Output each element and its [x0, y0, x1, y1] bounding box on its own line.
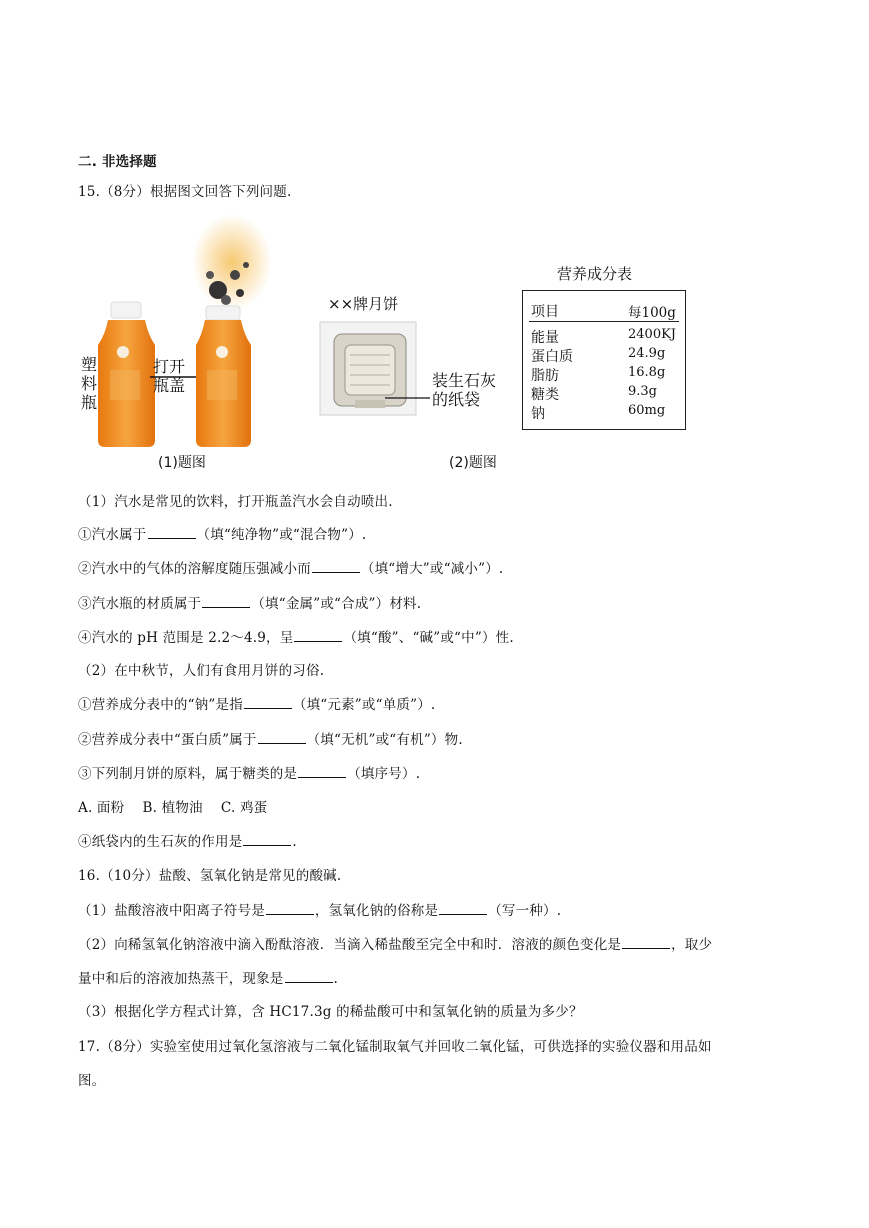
q15-part2: （2）在中秋节，人们有食用月饼的习俗.: [78, 663, 325, 679]
nutrition-row: 蛋白质 24.9g: [531, 346, 666, 365]
answer-blank[interactable]: [244, 696, 292, 709]
q15-1-3: ③汽水瓶的材质属于 （填“金属”或“合成”）材料.: [78, 596, 422, 612]
packet-label: 装生石灰 的纸袋: [432, 371, 497, 409]
open-cap-label: 打开 瓶盖: [153, 357, 186, 395]
answer-blank[interactable]: [294, 629, 342, 642]
q15-1-2: ②汽水中的气体的溶解度随压强减小而 （填“增大”或“减小”）.: [78, 561, 504, 577]
q17-line2: 图。: [78, 1073, 106, 1089]
nutrition-table: [522, 290, 686, 430]
figure-caption-1: (1)题图: [158, 455, 206, 471]
answer-blank[interactable]: [312, 560, 360, 573]
spray-icon: [192, 214, 272, 310]
nutrition-table-title: 营养成分表: [557, 265, 633, 283]
q15-stem: 15.（8分）根据图文回答下列问题.: [78, 184, 292, 200]
q15-2-4: ④纸袋内的生石灰的作用是 .: [78, 834, 297, 850]
q15-2-3: ③下列制月饼的原料，属于糖类的是 （填序号）.: [78, 766, 421, 782]
answer-blank[interactable]: [148, 526, 196, 539]
figure-caption-2: (2)题图: [449, 455, 497, 471]
q16-2-cont: 量中和后的溶液加热蒸干，现象是 .: [78, 971, 338, 987]
q15-1-1: ①汽水属于 （填“纯净物”或“混合物”）.: [78, 527, 367, 543]
q17-line1: 17.（8分）实验室使用过氧化氢溶液与二氧化锰制取氧气并回收二氧化锰，可供选择的实验仪器和用品如: [78, 1039, 712, 1055]
nutrition-row: 钠 60mg: [531, 403, 666, 422]
nutrition-row: 能量 2400KJ: [531, 327, 677, 346]
answer-blank[interactable]: [298, 765, 346, 778]
nutrition-header: 项目 每100g: [531, 304, 676, 321]
q15-options: A. 面粉 B. 植物油 C. 鸡蛋: [78, 800, 268, 816]
answer-blank[interactable]: [202, 595, 250, 608]
nutrition-row: 糖类 9.3g: [531, 384, 657, 403]
q15-part1: （1）汽水是常见的饮料，打开瓶盖汽水会自动喷出.: [78, 494, 393, 510]
mooncake-title: ××牌月饼: [328, 295, 399, 313]
bottle-closed-icon: [98, 302, 155, 447]
answer-blank[interactable]: [622, 936, 670, 949]
q15-1-4: ④汽水的 pH 范围是 2.2～4.9，呈 （填“酸”、“碱”或“中”）性.: [78, 630, 514, 646]
q16-stem: 16.（10分）盐酸、氢氧化钠是常见的酸碱.: [78, 868, 342, 884]
table-divider: [529, 321, 679, 322]
answer-blank[interactable]: [258, 731, 306, 744]
answer-blank[interactable]: [285, 970, 333, 983]
bottle-side-label: 塑 料 瓶: [81, 355, 98, 412]
q16-3: （3）根据化学方程式计算，含 HC17.3g 的稀盐酸可中和氢氧化钠的质量为多少？: [78, 1004, 583, 1020]
section-title: 二. 非选择题: [78, 154, 157, 170]
answer-blank[interactable]: [266, 902, 314, 915]
q15-figure: [0, 0, 869, 480]
answer-blank[interactable]: [439, 902, 487, 915]
q16-1: （1）盐酸溶液中阳离子符号是 ，氢氧化钠的俗称是 （写一种）.: [78, 903, 562, 919]
answer-blank[interactable]: [243, 833, 291, 846]
q15-2-2: ②营养成分表中“蛋白质”属于 （填“无机”或“有机”）物.: [78, 732, 463, 748]
mooncake-photo: [320, 322, 416, 415]
q15-2-1: ①营养成分表中的“钠”是指 （填“元素”或“单质”）.: [78, 697, 436, 713]
q16-2: （2）向稀氢氧化钠溶液中滴入酚酞溶液．当滴入稀盐酸至完全中和时．溶液的颜色变化是 ，取少: [78, 937, 713, 953]
nutrition-row: 脂肪 16.8g: [531, 365, 666, 384]
